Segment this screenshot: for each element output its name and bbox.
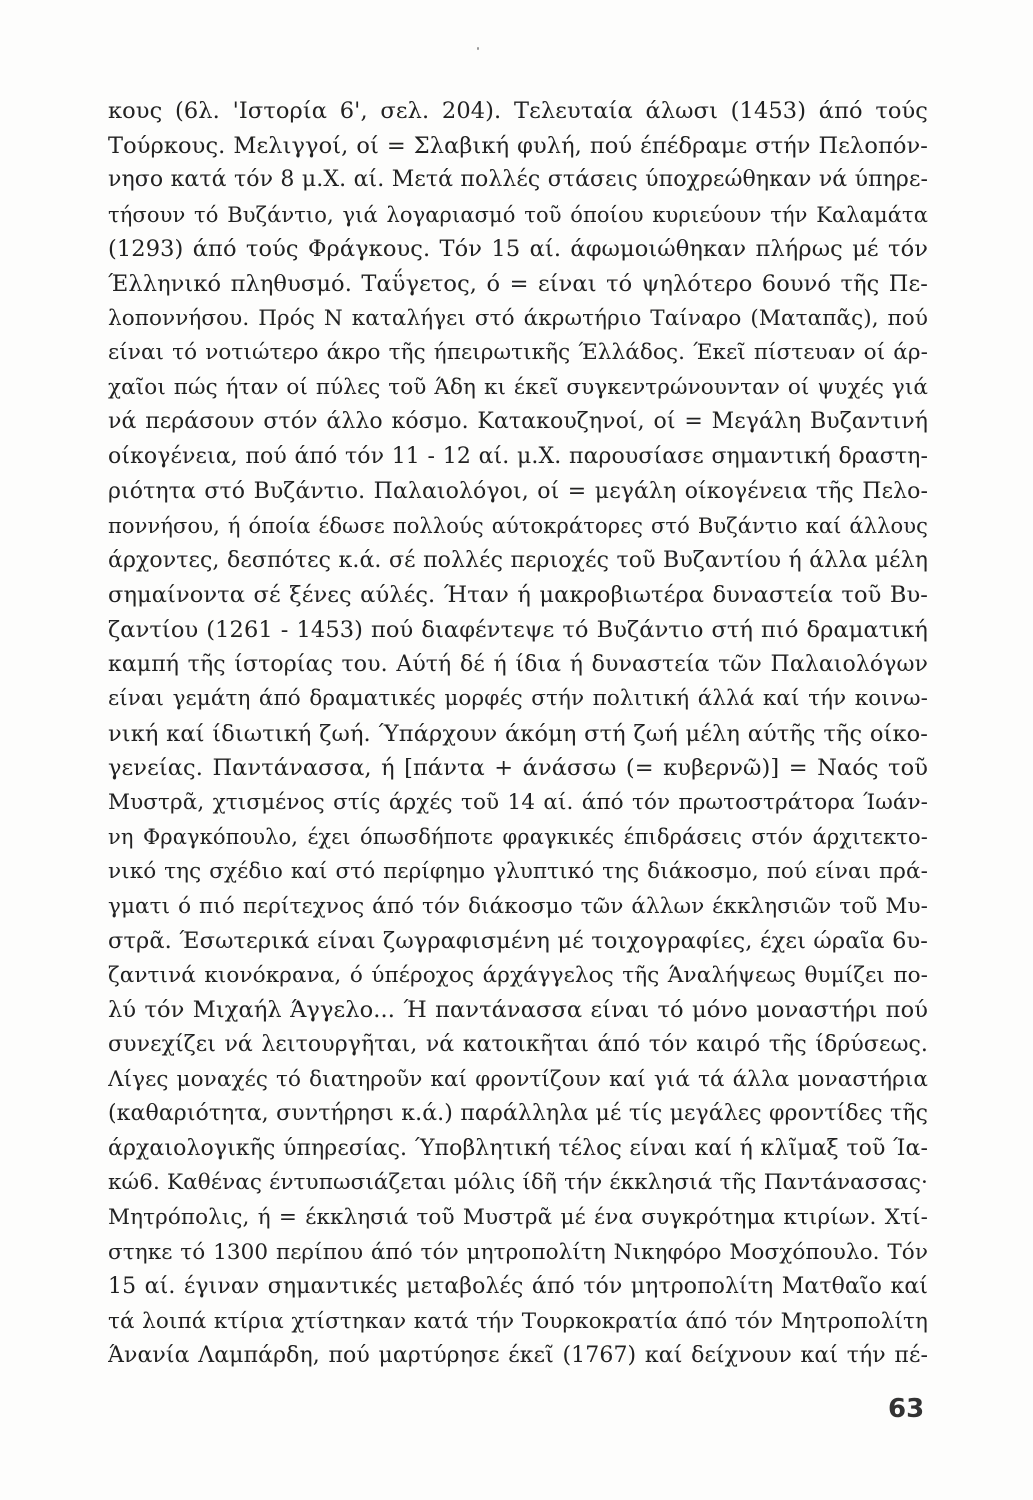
text-line: τά λοιπά κτίρια χτίστηκαν κατά τήν Τουρκοκρατία άπό τόν Μητροπολίτη bbox=[108, 1308, 928, 1334]
text-line: σημαίνοντα σέ ξένες αύλές. Ήταν ή μακροβιωτέρα δυναστεία τοῦ Βυ- bbox=[108, 582, 928, 609]
paper-speck bbox=[477, 47, 479, 50]
text-line: Έλληνικό πληθυσμό. Ταΰγετος, ό = είναι τό ψηλότερο 6ουνό τῆς Πε- bbox=[108, 270, 928, 297]
text-line: ζαντίου (1261 - 1453) πού διαφέντεψε τό Βυζάντιο στή πιό δραματική bbox=[108, 616, 928, 643]
text-line: Άνανία Λαμπάρδη, πού μαρτύρησε έκεῖ (1767) καί δείχνουν καί τήν πέ- bbox=[108, 1343, 928, 1369]
text-line: νικό της σχέδιο καί στό περίφημο γλυπτικό της διάκοσμο, πού είναι πρά- bbox=[108, 859, 928, 885]
page-number: 63 bbox=[888, 1394, 925, 1424]
text-line: νική καί ίδιωτική ζωή. Ύπάρχουν άκόμη στή ζωή μέλη αύτῆς τῆς οίκο- bbox=[108, 720, 928, 747]
text-line: νη Φραγκόπουλο, έχει όπωσδήποτε φραγκικές έπιδράσεις στόν άρχιτεκτο- bbox=[108, 825, 928, 850]
text-line: κώ6. Καθένας έντυπωσιάζεται μόλις ίδῆ τήν έκκλησιά τῆς Παντάνασσας· bbox=[108, 1170, 928, 1196]
text-line: συνεχίζει νά λειτουργῆται, νά κατοικῆται άπό τόν καιρό τῆς ίδρύσεως. bbox=[108, 1032, 928, 1058]
text-line: νησο κατά τόν 8 μ.Χ. αί. Μετά πολλές στάσεις ύποχρεώθηκαν νά ύπηρε- bbox=[108, 167, 928, 193]
text-line: είναι γεμάτη άπό δραματικές μορφές στήν πολιτική άλλά καί τήν κοινω- bbox=[108, 686, 928, 712]
text-line: χαῖοι πώς ήταν οί πύλες τοῦ Άδη κι έκεῖ συγκεντρώνουνταν οί ψυχές γιά bbox=[108, 374, 928, 400]
text-line: λοποννήσου. Πρός Ν καταλήγει στό άκρωτήριο Ταίναρο (Ματαπᾶς), πού bbox=[108, 305, 928, 331]
text-line: γενείας. Παντάνασσα, ή [πάντα + άνάσσω (= κυβερνῶ)] = Ναός τοῦ bbox=[108, 755, 928, 782]
text-line: Τούρκους. Μελιγγοί, οί = Σλαβική φυλή, πού έπέδραμε στήν Πελοπόν- bbox=[108, 132, 928, 159]
text-line: ζαντινά κιονόκρανα, ό ύπέροχος άρχάγγελος τῆς Άναλήψεως θυμίζει πο- bbox=[108, 962, 928, 988]
text-line: Λίγες μοναχές τό διατηροῦν καί φροντίζουν καί γιά τά άλλα μοναστήρια bbox=[108, 1066, 928, 1092]
body-text bbox=[108, 94, 928, 1374]
text-line: Μυστρᾶ, χτισμένος στίς άρχές τοῦ 14 αί. άπό τόν πρωτοστράτορα Ίωάν- bbox=[108, 789, 928, 815]
text-line: τήσουν τό Βυζάντιο, γιά λογαριασμό τοῦ όποίου κυριεύουν τήν Καλαμάτα bbox=[108, 202, 928, 227]
text-line: οίκογένεια, πού άπό τόν 11 - 12 αί. μ.Χ. παρουσίασε σημαντική δραστη- bbox=[108, 443, 928, 469]
text-line: λύ τόν Μιχαήλ Άγγελο... Ή παντάνασσα είναι τό μόνο μοναστήρι πού bbox=[108, 997, 928, 1024]
text-line: Μητρόπολις, ή = έκκλησιά τοῦ Μυστρᾶ μέ ένα συγκρότημα κτιρίων. Χτί- bbox=[108, 1205, 928, 1230]
text-line: στρᾶ. Έσωτερικά είναι ζωγραφισμένη μέ τοιχογραφίες, έχει ώραῖα 6υ- bbox=[108, 928, 928, 955]
text-line: κους (6λ. 'Ιστορία 6', σελ. 204). Τελευταία άλωσι (1453) άπό τούς bbox=[108, 98, 928, 124]
text-line: άρχοντες, δεσπότες κ.ά. σέ πολλές περιοχές τοῦ Βυζαντίου ή άλλα μέλη bbox=[108, 547, 928, 573]
text-line: ριότητα στό Βυζάντιο. Παλαιολόγοι, οί = μεγάλη οίκογένεια τῆς Πελο- bbox=[108, 478, 928, 504]
text-line: άρχαιολογικῆς ύπηρεσίας. Ύποβλητική τέλος είναι καί ή κλῖμαξ τοῦ Ία- bbox=[108, 1135, 928, 1161]
text-line: (1293) άπό τούς Φράγκους. Τόν 15 αί. άφωμοιώθηκαν πλήρως μέ τόν bbox=[108, 236, 928, 263]
text-line: καμπή τῆς ίστορίας του. Αύτή δέ ή ίδια ή δυναστεία τῶν Παλαιολόγων bbox=[108, 651, 928, 677]
text-line: νά περάσουν στόν άλλο κόσμο. Κατακουζηνοί, οί = Μεγάλη Βυζαντινή bbox=[108, 409, 928, 435]
text-line: (καθαριότητα, συντήρησι κ.ά.) παράλληλα μέ τίς μεγάλες φροντίδες τῆς bbox=[108, 1101, 928, 1127]
text-line: γματι ό πιό περίτεχνος άπό τόν διάκοσμο τῶν άλλων έκκλησιῶν τοῦ Μυ- bbox=[108, 893, 928, 919]
text-line: ποννήσου, ή όποία έδωσε πολλούς αύτοκράτορες στό Βυζάντιο καί άλλους bbox=[108, 514, 928, 539]
text-line: 15 αί. έγιναν σημαντικές μεταβολές άπό τόν μητροπολίτη Ματθαῖο καί bbox=[108, 1274, 928, 1300]
text-line: είναι τό νοτιώτερο άκρο τῆς ήπειρωτικῆς Έλλάδος. Έκεῖ πίστευαν οί άρ- bbox=[108, 340, 928, 366]
text-line: στηκε τό 1300 περίπου άπό τόν μητροπολίτη Νικηφόρο Μοσχόπουλο. Τόν bbox=[108, 1239, 928, 1265]
